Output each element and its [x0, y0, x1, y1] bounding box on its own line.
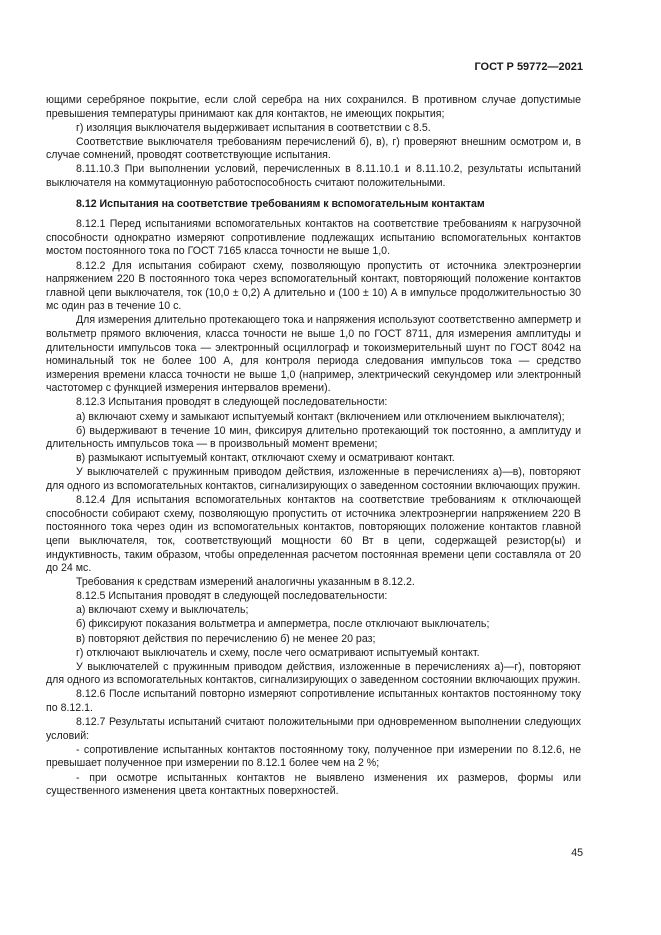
- paragraph: г) изоляция выключателя выдерживает испытания в соответствии с 8.5.: [76, 121, 431, 134]
- page-number: 45: [571, 847, 583, 859]
- paragraph: г) отключают выключатель и схему, после чего осматривают испытуемый контакт.: [76, 646, 480, 659]
- paragraph: б) фиксируют показания вольтметра и амперметра, после отключают выключатель;: [76, 618, 490, 631]
- paragraph: б) выдерживают в течение 10 мин, фиксируя длительно протекающий ток постоянно, а амплитуду и длительность импульсов тока — в произвольный момент времени;: [46, 424, 581, 451]
- paragraph: а) включают схему и замыкают испытуемый контакт (включением или отключением выключателя);: [76, 410, 565, 423]
- paragraph: 8.12.5 Испытания проводят в следующей последовательности:: [76, 590, 388, 603]
- paragraph: 8.12.6 После испытаний повторно измеряют сопротивление испытанных контактов постоянному току по 8.12.1.: [46, 688, 581, 715]
- paragraph: в) повторяют действия по перечислению б) не менее 20 раз;: [76, 632, 376, 645]
- paragraph: ющими серебряное покрытие, если слой серебра на них сохранился. В противном случае допустимые превышения температуры принимают как для контактов, не имеющих покрытия;: [46, 94, 581, 120]
- paragraph: в) размыкают испытуемый контакт, отключают схему и осматривают контакт.: [76, 452, 455, 465]
- paragraph: - сопротивление испытанных контактов постоянному току, полученное при измерении по 8.12.6, не превышает полученное при измерении по 8.12.1 более чем на 2 %;: [46, 743, 581, 770]
- paragraph: - при осмотре испытанных контактов не выявлено изменения их размеров, формы или существенного изменения цвета контактных поверхностей.: [46, 771, 581, 798]
- paragraph: 8.12.4 Для испытания вспомогательных контактов на соответствие требованиям к отключающей способности собирают схему, позволяющую пропустить от источника электроэнергии напряжением 220 В постоянного тока через один из вспомогательных контактов, повторяющих положение контактов главной цепи выключателя, ток, соответствующий мощности 60 Вт в цепи, содержащей резистор(ы) и индуктивность, таким образом, чтобы определенная расчетом постоянная времени цепи составляла от 20 до 24 мс.: [46, 494, 581, 575]
- paragraph: Для измерения длительно протекающего тока и напряжения используют соответственно амперметр и вольтметр прямого включения, класса точности не выше 1,0 по ГОСТ 8711, для измерения амплитуды и длительности импульсов тока — электронный осциллограф и токоизмерительный шунт по ГОСТ 8042 на номинальный ток не более 100 А, для контроля периода следования импульсов тока — средство измерения времени класса точности не выше 1,0 (например, электрический секундомер или электронный частотомер с функцией измерения интервалов времени).: [46, 314, 581, 395]
- paragraph: Требования к средствам измерений аналогичны указанным в 8.12.2.: [76, 576, 415, 589]
- paragraph: Соответствие выключателя требованиям перечислений б), в), г) проверяют внешним осмотром и, в случае сомнений, проводят соответствующие испытания.: [46, 135, 581, 162]
- paragraph: 8.12.1 Перед испытаниями вспомогательных контактов на соответствие требованиям к нагрузочной способности однократно измеряют сопротивление подлежащих испытанию вспомогательных контактов мостом постоянного тока по ГОСТ 7165 класса точности не выше 1,0.: [46, 218, 581, 258]
- paragraph: 8.11.10.3 При выполнении условий, перечисленных в 8.11.10.1 и 8.11.10.2, результаты испытаний выключателя на коммутационную работоспособность считают положительными.: [46, 163, 581, 190]
- paragraph: У выключателей с пружинным приводом действия, изложенные в перечислениях а)—в), повторяют для одного из вспомогательных контактов, сигнализирующих о заведенном состоянии включающих пружин.: [46, 466, 581, 493]
- paragraph: 8.12.7 Результаты испытаний считают положительными при одновременном выполнении следующих условий:: [46, 716, 581, 742]
- section-heading: 8.12 Испытания на соответствие требованиям к вспомогательным контактам: [76, 197, 485, 210]
- paragraph: 8.12.3 Испытания проводят в следующей последовательности:: [76, 396, 388, 409]
- document-header-id: ГОСТ Р 59772—2021: [474, 61, 583, 73]
- paragraph: У выключателей с пружинным приводом действия, изложенные в перечислениях а)—г), повторяют для одного из вспомогательных контактов, сигнализирующих о заведенном состоянии включающих пружин.: [46, 660, 581, 687]
- document-body: [46, 94, 581, 799]
- paragraph: а) включают схему и выключатель;: [76, 604, 249, 617]
- paragraph: 8.12.2 Для испытания собирают схему, позволяющую пропустить от источника электроэнергии напряжением 220 В постоянного тока через вспомогательный контакт, повторяющий положение контактов главной цепи выключателя, ток (10,0 ± 0,2) А длительно и (100 ± 10) А в импульсе продолжительностью 30 мс один раз в течение 10 с.: [46, 259, 581, 313]
